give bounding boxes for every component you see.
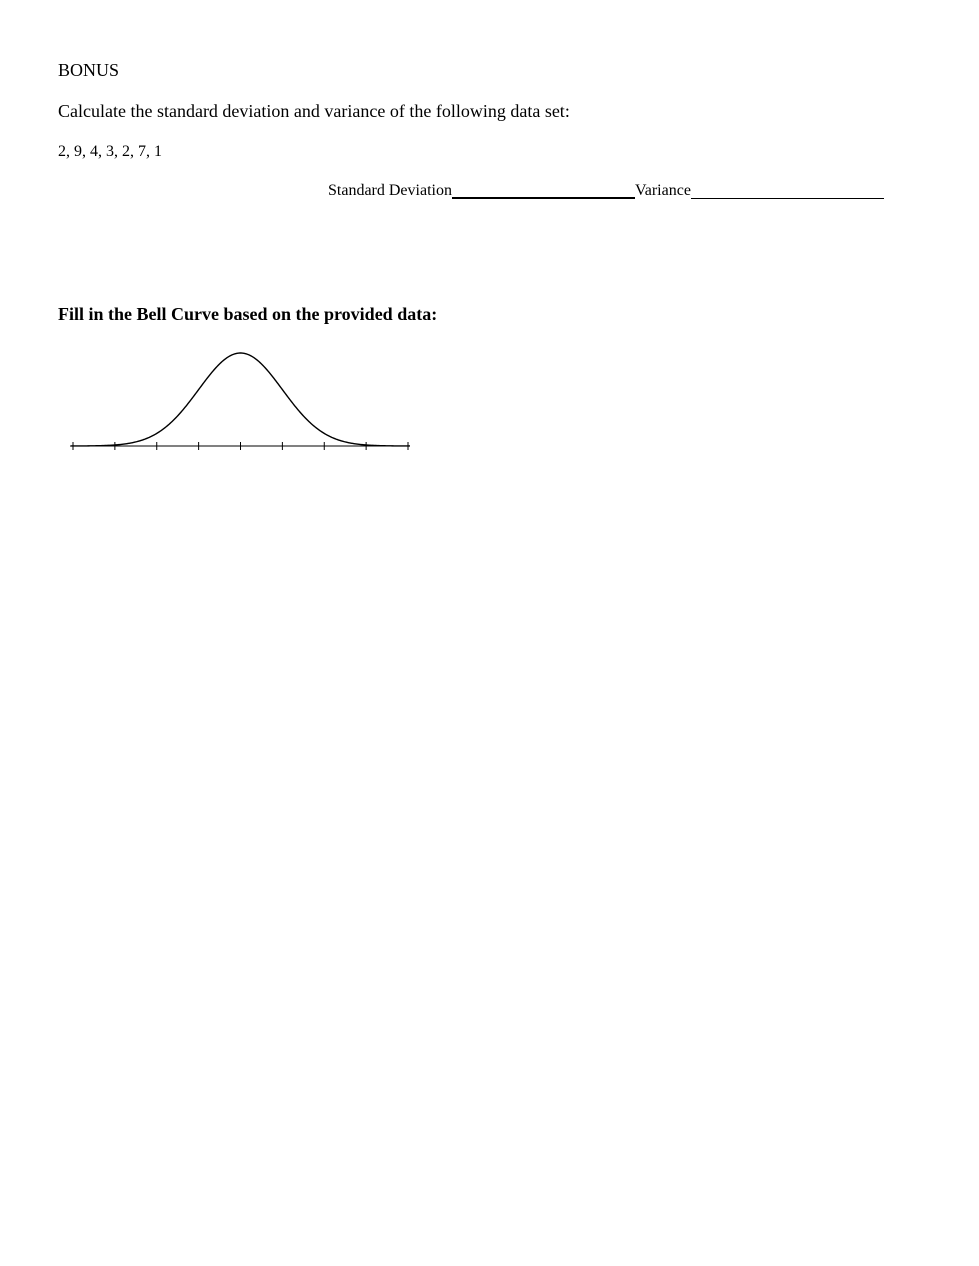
answer-row — [328, 181, 884, 201]
variance-blank[interactable] — [691, 182, 884, 199]
standard-deviation-blank[interactable] — [452, 181, 635, 199]
bell-curve-heading: Fill in the Bell Curve based on the provided data: — [58, 304, 438, 324]
bell-curve-line — [71, 353, 410, 446]
bonus-heading: BONUS — [58, 60, 120, 80]
question-instruction: Calculate the standard deviation and variance of the following data set: — [58, 101, 570, 121]
variance-label: Variance — [634, 182, 691, 199]
data-set-values: 2, 9, 4, 3, 2, 7, 1 — [58, 143, 162, 160]
standard-deviation-label: Standard Deviation — [328, 182, 452, 199]
bell-curve-diagram — [66, 345, 416, 455]
